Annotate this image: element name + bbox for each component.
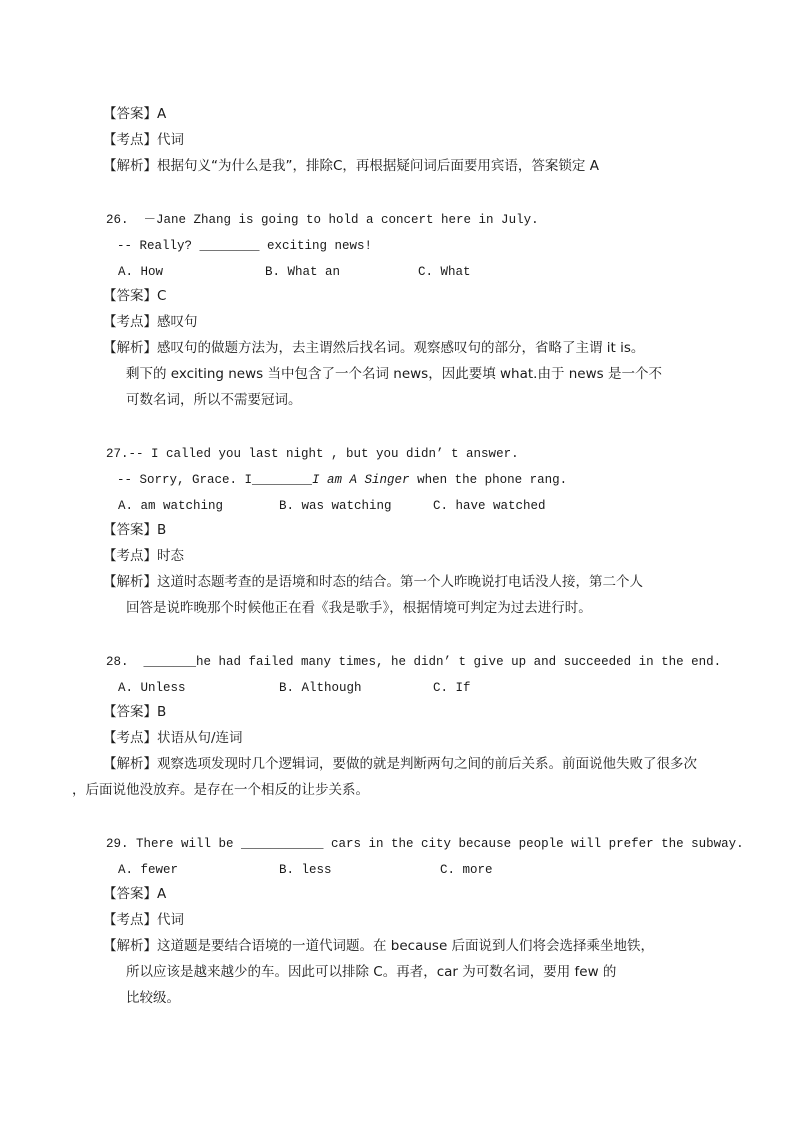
analysis-26-line1: 【解析】感叹句的做题方法为，去主谓然后找名词。观察感叹句的部分，省略了主谓 it is。 (103, 340, 645, 356)
analysis-26-line3: 可数名词，所以不需要冠词。 (126, 392, 302, 408)
analysis-29-line3: 比较级。 (126, 990, 180, 1006)
point-27: 【考点】时态 (103, 548, 184, 564)
option-29-c: C. more (440, 863, 493, 877)
analysis-27-line1: 【解析】这道时态题考查的是语境和时态的结合。第一个人昨晚说打电话没人接，第二个人 (103, 574, 643, 590)
analysis-29-line2: 所以应该是越来越少的车。因此可以排除 C。再者，car 为可数名词，要用 few 的 (126, 964, 617, 980)
question-28-text: 28. _______he had failed many times, he didn’ t give up and succeeded in the end. (106, 655, 722, 669)
reply-27-blank: -- Sorry, Grace. I________ (117, 473, 313, 487)
question-26-text: 26. －Jane Zhang is going to hold a concert here in July. (106, 213, 539, 227)
option-26-c: C. What (418, 265, 471, 279)
option-29-b: B. less (279, 863, 332, 877)
option-28-b: B. Although (279, 681, 362, 695)
point-29: 【考点】代词 (103, 912, 184, 928)
point-25: 【考点】代词 (103, 132, 184, 148)
show-title: I am A Singer (312, 473, 410, 487)
analysis-25: 【解析】根据句义“为什么是我”，排除C，再根据疑问词后面要用宾语，答案锁定 A (103, 158, 599, 174)
question-27-text: 27.-- I called you last night , but you didn’ t answer. (106, 447, 519, 461)
option-28-c: C. If (433, 681, 471, 695)
analysis-27-line2: 回答是说昨晚那个时候他正在看《我是歌手》，根据情境可判定为过去进行时。 (126, 600, 592, 616)
analysis-29-line1: 【解析】这道题是要结合语境的一道代词题。在 because 后面说到人们将会选择乘坐地铁， (103, 938, 655, 954)
answer-25: 【答案】A (103, 106, 167, 122)
option-29-a: A. fewer (118, 863, 179, 877)
answer-29: 【答案】A (103, 886, 167, 902)
question-29-text: 29. There will be ___________ cars in the city because people will prefer the subway. (106, 837, 744, 851)
point-28: 【考点】状语从句/连词 (103, 730, 243, 746)
analysis-28-line2: ，后面说他没放弃。是存在一个相反的让步关系。 (72, 782, 369, 798)
option-27-b: B. was watching (279, 499, 392, 513)
option-27-c: C. have watched (433, 499, 546, 513)
option-26-b: B. What an (265, 265, 341, 279)
answer-27: 【答案】B (103, 522, 167, 538)
option-28-a: A. Unless (118, 681, 186, 695)
question-26-reply: -- Really? ________ exciting news! (117, 239, 373, 253)
analysis-26-line2: 剩下的 exciting news 当中包含了一个名词 news，因此要填 what.由于 news 是一个不 (126, 366, 662, 382)
answer-28: 【答案】B (103, 704, 167, 720)
option-27-a: A. am watching (118, 499, 224, 513)
reply-27-end: when the phone rang. (409, 473, 568, 487)
analysis-28-line1: 【解析】观察选项发现时几个逻辑词，要做的就是判断两句之间的前后关系。前面说他失败了很多次 (103, 756, 697, 772)
option-26-a: A. How (118, 265, 164, 279)
answer-26: 【答案】C (103, 288, 167, 304)
point-26: 【考点】感叹句 (103, 314, 198, 330)
question-27-reply (117, 472, 567, 488)
